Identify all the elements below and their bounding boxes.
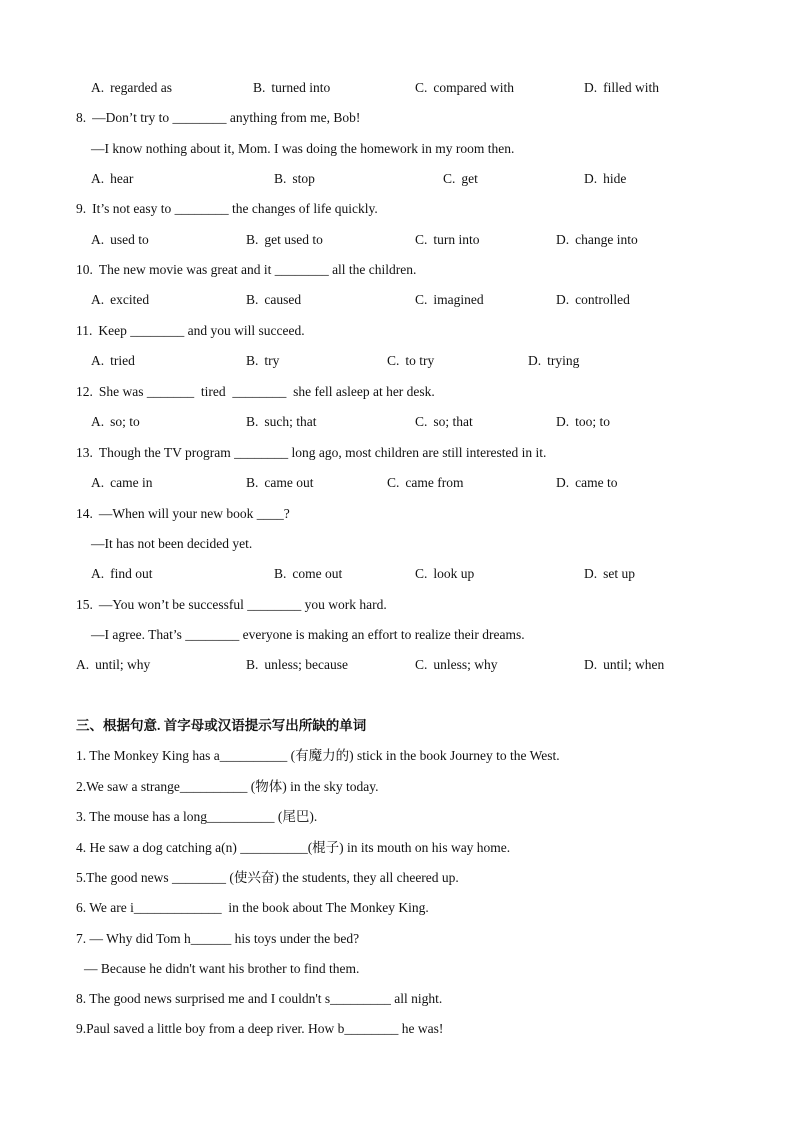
question-9-stem bbox=[0, 200, 800, 218]
option-b bbox=[274, 170, 315, 188]
question-number: 9. bbox=[76, 201, 87, 216]
option-d bbox=[528, 352, 579, 370]
question-10-stem bbox=[0, 261, 800, 279]
option-a bbox=[91, 413, 140, 431]
question-7-options bbox=[0, 79, 800, 97]
question-text: It’s not easy to ________ the changes of life quickly. bbox=[92, 201, 378, 216]
option-b bbox=[246, 231, 323, 249]
fill-item-text: 4. He saw a dog catching a(n) __________(棍子) in its mouth on his way home. bbox=[76, 840, 511, 855]
fill-item-2 bbox=[0, 778, 800, 796]
question-15-options bbox=[0, 656, 800, 674]
fill-item-5 bbox=[0, 869, 800, 887]
question-9-options bbox=[0, 231, 800, 249]
option-text: imagined bbox=[433, 292, 484, 307]
option-d bbox=[556, 413, 610, 431]
option-b bbox=[246, 413, 317, 431]
option-label: A. bbox=[91, 414, 105, 429]
option-label: D. bbox=[528, 353, 542, 368]
option-text: get used to bbox=[264, 232, 323, 247]
option-label: C. bbox=[415, 414, 428, 429]
option-a bbox=[91, 352, 135, 370]
option-d bbox=[584, 565, 635, 583]
question-12-options bbox=[0, 413, 800, 431]
option-text: hide bbox=[603, 171, 627, 186]
option-label: D. bbox=[584, 566, 598, 581]
question-text: Though the TV program ________ long ago, most children are still interested in it. bbox=[98, 445, 547, 460]
option-b bbox=[253, 79, 330, 97]
question-text: She was _______ tired ________ she fell asleep at her desk. bbox=[98, 384, 435, 399]
option-d bbox=[556, 291, 630, 309]
option-text: regarded as bbox=[110, 80, 172, 95]
option-label: A. bbox=[91, 475, 105, 490]
question-14-options bbox=[0, 565, 800, 583]
question-text: The new movie was great and it ________ all the children. bbox=[98, 262, 417, 277]
option-label: B. bbox=[246, 292, 259, 307]
option-label: C. bbox=[387, 475, 400, 490]
option-c bbox=[415, 413, 473, 431]
option-c bbox=[415, 291, 484, 309]
option-text: set up bbox=[603, 566, 635, 581]
option-label: B. bbox=[246, 232, 259, 247]
option-c bbox=[415, 79, 514, 97]
option-c bbox=[387, 474, 463, 492]
option-text: until; why bbox=[95, 657, 151, 672]
question-number: 11. bbox=[76, 323, 93, 338]
question-15-stem bbox=[0, 596, 800, 614]
option-label: B. bbox=[246, 414, 259, 429]
fill-item-text: 1. The Monkey King has a__________ (有魔力的) stick in the book Journey to the West. bbox=[76, 748, 560, 763]
question-12-stem bbox=[0, 383, 800, 401]
option-text: hear bbox=[110, 171, 134, 186]
question-11-options bbox=[0, 352, 800, 370]
option-label: B. bbox=[274, 566, 287, 581]
option-label: C. bbox=[387, 353, 400, 368]
option-text: so; to bbox=[110, 414, 140, 429]
question-number: 8. bbox=[76, 110, 87, 125]
fill-item-text: 2.We saw a strange__________ (物体) in the sky today. bbox=[76, 779, 379, 794]
option-label: D. bbox=[556, 414, 570, 429]
question-8-stem bbox=[0, 109, 800, 127]
option-text: excited bbox=[110, 292, 150, 307]
question-11-stem bbox=[0, 322, 800, 340]
option-text: caused bbox=[264, 292, 302, 307]
option-text: stop bbox=[292, 171, 315, 186]
question-text: —I agree. That’s ________ everyone is making an effort to realize their dreams. bbox=[91, 627, 525, 642]
question-number: 13. bbox=[76, 445, 93, 460]
option-text: try bbox=[264, 353, 280, 368]
option-label: D. bbox=[584, 171, 598, 186]
option-label: C. bbox=[415, 657, 428, 672]
option-label: A. bbox=[91, 232, 105, 247]
option-label: A. bbox=[91, 566, 105, 581]
option-d bbox=[584, 79, 659, 97]
option-text: get bbox=[461, 171, 478, 186]
option-d bbox=[584, 656, 664, 674]
question-text: —When will your new book ____? bbox=[98, 506, 290, 521]
option-text: so; that bbox=[433, 414, 473, 429]
fill-item-text: — Because he didn't want his brother to find them. bbox=[84, 961, 360, 976]
option-label: A. bbox=[76, 657, 90, 672]
question-10-options bbox=[0, 291, 800, 309]
fill-item-7-reply bbox=[0, 960, 800, 978]
option-label: A. bbox=[91, 80, 105, 95]
option-text: such; that bbox=[264, 414, 317, 429]
question-8-reply bbox=[0, 140, 800, 158]
fill-item-3 bbox=[0, 808, 800, 826]
option-a bbox=[76, 656, 150, 674]
option-c bbox=[415, 656, 498, 674]
option-label: C. bbox=[415, 566, 428, 581]
option-label: B. bbox=[246, 353, 259, 368]
fill-item-8 bbox=[0, 990, 800, 1008]
question-text: —I know nothing about it, Mom. I was doing the homework in my room then. bbox=[91, 141, 515, 156]
option-label: A. bbox=[91, 171, 105, 186]
option-text: turned into bbox=[271, 80, 331, 95]
option-label: A. bbox=[91, 292, 105, 307]
option-c bbox=[415, 565, 474, 583]
option-text: come out bbox=[292, 566, 343, 581]
section-3-heading bbox=[0, 717, 800, 735]
question-text: —It has not been decided yet. bbox=[91, 536, 253, 551]
question-number: 12. bbox=[76, 384, 93, 399]
option-b bbox=[274, 565, 342, 583]
option-label: C. bbox=[415, 80, 428, 95]
option-text: unless; because bbox=[264, 657, 348, 672]
option-c bbox=[415, 231, 480, 249]
option-label: B. bbox=[246, 657, 259, 672]
fill-item-7 bbox=[0, 930, 800, 948]
option-label: D. bbox=[556, 232, 570, 247]
option-label: B. bbox=[253, 80, 266, 95]
option-label: D. bbox=[556, 292, 570, 307]
option-text: too; to bbox=[575, 414, 611, 429]
option-label: D. bbox=[584, 80, 598, 95]
question-8-options bbox=[0, 170, 800, 188]
question-14-reply bbox=[0, 535, 800, 553]
option-text: unless; why bbox=[433, 657, 498, 672]
option-label: D. bbox=[556, 475, 570, 490]
option-a bbox=[91, 291, 149, 309]
option-b bbox=[246, 291, 301, 309]
section-heading: 三、根据句意. 首字母或汉语提示写出所缺的单词 bbox=[76, 718, 367, 733]
option-label: C. bbox=[415, 232, 428, 247]
option-c bbox=[387, 352, 434, 370]
option-text: tried bbox=[110, 353, 135, 368]
option-text: until; when bbox=[603, 657, 665, 672]
option-label: C. bbox=[415, 292, 428, 307]
option-text: turn into bbox=[433, 232, 480, 247]
option-b bbox=[246, 656, 348, 674]
fill-item-6 bbox=[0, 899, 800, 917]
option-d bbox=[556, 231, 638, 249]
fill-item-text: 8. The good news surprised me and I couldn't s_________ all night. bbox=[76, 991, 443, 1006]
option-label: B. bbox=[274, 171, 287, 186]
option-label: D. bbox=[584, 657, 598, 672]
option-label: A. bbox=[91, 353, 105, 368]
option-a bbox=[91, 474, 152, 492]
option-text: used to bbox=[110, 232, 149, 247]
question-number: 14. bbox=[76, 506, 93, 521]
option-text: to try bbox=[405, 353, 435, 368]
question-text: —You won’t be successful ________ you work hard. bbox=[98, 597, 387, 612]
fill-item-text: 3. The mouse has a long__________ (尾巴). bbox=[76, 809, 318, 824]
option-label: C. bbox=[443, 171, 456, 186]
option-text: came to bbox=[575, 475, 618, 490]
fill-item-1 bbox=[0, 747, 800, 765]
option-a bbox=[91, 565, 153, 583]
option-a bbox=[91, 79, 172, 97]
fill-item-4 bbox=[0, 839, 800, 857]
fill-item-text: 7. — Why did Tom h______ his toys under the bed? bbox=[76, 931, 360, 946]
option-text: change into bbox=[575, 232, 638, 247]
option-b bbox=[246, 352, 279, 370]
question-15-reply bbox=[0, 626, 800, 644]
option-b bbox=[246, 474, 314, 492]
option-d bbox=[584, 170, 626, 188]
question-text: Keep ________ and you will succeed. bbox=[98, 323, 305, 338]
option-text: came from bbox=[405, 475, 464, 490]
question-13-options bbox=[0, 474, 800, 492]
option-c bbox=[443, 170, 478, 188]
option-text: came out bbox=[264, 475, 314, 490]
question-number: 10. bbox=[76, 262, 93, 277]
question-13-stem bbox=[0, 444, 800, 462]
option-text: compared with bbox=[433, 80, 514, 95]
question-text: —Don’t try to ________ anything from me, Bob! bbox=[92, 110, 361, 125]
option-a bbox=[91, 231, 149, 249]
fill-item-text: 9.Paul saved a little boy from a deep river. How b________ he was! bbox=[76, 1021, 444, 1036]
option-text: controlled bbox=[575, 292, 630, 307]
fill-item-text: 6. We are i_____________ in the book about The Monkey King. bbox=[76, 900, 429, 915]
fill-item-9 bbox=[0, 1020, 800, 1038]
option-text: trying bbox=[547, 353, 580, 368]
fill-item-text: 5.The good news ________ (使兴奋) the students, they all cheered up. bbox=[76, 870, 459, 885]
option-d bbox=[556, 474, 617, 492]
question-14-stem bbox=[0, 505, 800, 523]
question-number: 15. bbox=[76, 597, 93, 612]
option-text: find out bbox=[110, 566, 153, 581]
option-label: B. bbox=[246, 475, 259, 490]
option-text: look up bbox=[433, 566, 475, 581]
option-text: filled with bbox=[603, 80, 659, 95]
option-text: came in bbox=[110, 475, 153, 490]
option-a bbox=[91, 170, 133, 188]
